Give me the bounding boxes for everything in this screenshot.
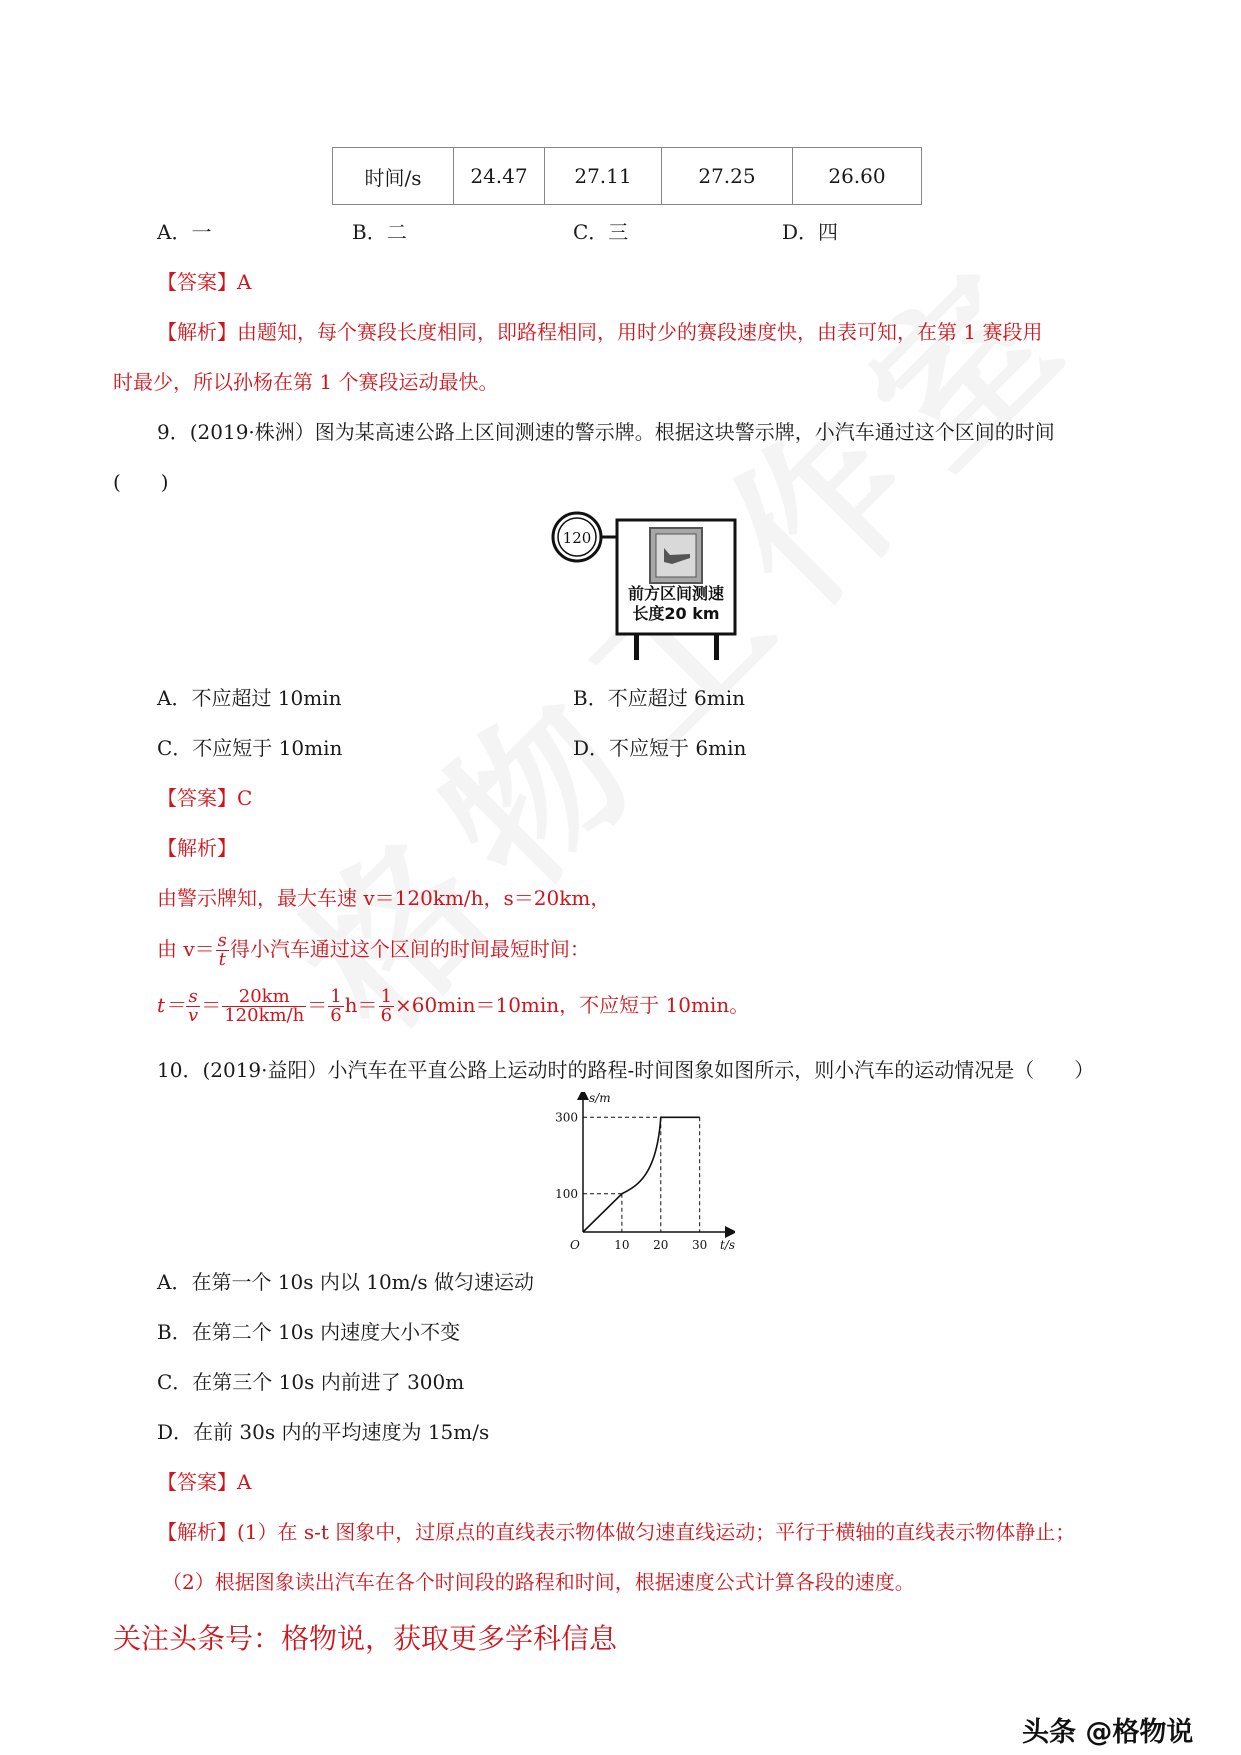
- q9-option-a: A．不应超过 10min: [157, 686, 342, 710]
- analysis-label: 【解析】: [157, 1520, 237, 1544]
- origin-label: O: [570, 1238, 580, 1252]
- analysis-label: 【解析】: [157, 320, 237, 344]
- fraction-s-over-t: $\frac{s}{t}$: [217, 930, 227, 970]
- q9-answer: 【答案】C: [157, 786, 253, 810]
- x-tick-label: 30: [692, 1238, 708, 1252]
- fraction-20km-over-120kmh: $\frac{20km}{120km/h}$: [224, 986, 305, 1026]
- table-cell: 27.25: [662, 148, 793, 205]
- q10-analysis-line2: （2）根据图象读出汽车在各个时间段的路程和时间，根据速度公式计算各段的速度。: [162, 1570, 915, 1594]
- table-header-cell: 时间/s: [333, 148, 454, 205]
- formula-tail: ×60min＝10min，不应短于 10min。: [395, 993, 750, 1017]
- x-tick-label: 10: [614, 1238, 630, 1252]
- q8-option-d: D．四: [782, 220, 839, 244]
- table-row: [333, 148, 922, 205]
- footer-promo: 关注头条号：格物说，获取更多学科信息: [113, 1622, 618, 1655]
- y-tick-label: 300: [555, 1110, 578, 1125]
- time-table: [332, 147, 922, 205]
- sign-text-1: 前方区间测速: [627, 584, 725, 603]
- q10-option-c: C．在第三个 10s 内前进了 300m: [157, 1370, 465, 1394]
- formula-text: 得小汽车通过这个区间的时间最短时间：: [229, 937, 590, 961]
- q9-analysis-line1: 由警示牌知，最大车速 v＝120km/h，s＝20km，: [157, 886, 611, 910]
- speed-limit-value: 120: [562, 529, 592, 547]
- formula-t: t＝: [157, 993, 186, 1017]
- formula-prefix: 由 v＝: [157, 937, 215, 961]
- q10-option-d: D．在前 30s 内的平均速度为 15m/s: [157, 1420, 490, 1444]
- sign-text-2: 长度20 km: [632, 604, 720, 623]
- y-tick-label: 100: [555, 1186, 578, 1201]
- q10-answer: 【答案】A: [157, 1470, 252, 1494]
- q9-option-d: D．不应短于 6min: [573, 736, 747, 760]
- analysis-text: 由题知，每个赛段长度相同，即路程相同，用时少的赛段速度快，由表可知，在第 1 赛段用: [237, 320, 1043, 344]
- q8-option-a: A．一: [157, 220, 212, 244]
- fraction-1-over-6-b: $\frac{1}{6}$: [380, 986, 393, 1026]
- fraction-1-over-6: $\frac{1}{6}$: [330, 986, 342, 1026]
- q8-analysis-line1: [157, 316, 1042, 345]
- speed-sign-figure: [550, 510, 740, 665]
- q8-option-c: C．三: [573, 220, 629, 244]
- fraction-s-over-v: $\frac{s}{v}$: [188, 986, 199, 1026]
- q9-option-c: C．不应短于 10min: [157, 736, 343, 760]
- q10-analysis-line1: [157, 1516, 1075, 1545]
- table-cell: 26.60: [793, 148, 922, 205]
- series-line: [583, 1117, 700, 1232]
- analysis-text: (1）在 s-t 图象中，过原点的直线表示物体做匀速直线运动；平行于横轴的直线表示物体静止；: [237, 1520, 1076, 1544]
- q9-analysis-line3: t＝ $\frac{s}{v}$ ＝ $\frac{20km}{120km/h}$ ＝ $\frac{1}{6}$ h＝ $\frac{1}{6}$ ×60min＝10min，不应短于 10min。: [157, 986, 750, 1026]
- q9-stem-line2: ( ): [113, 470, 169, 494]
- s-t-graph: [545, 1092, 735, 1257]
- table-cell: 27.11: [545, 148, 662, 205]
- sign-post-left: [634, 634, 639, 660]
- y-axis-label: s/m: [589, 1092, 611, 1105]
- sign-post-right: [714, 634, 719, 660]
- q9-analysis-line2: [157, 932, 590, 969]
- q10-option-b: B．在第二个 10s 内速度大小不变: [157, 1320, 461, 1344]
- q9-stem-line1: 9．(2019·株洲）图为某高速公路上区间测速的警示牌。根据这块警示牌，小汽车通过这个区间的时间: [157, 420, 1055, 444]
- toutiao-badge: 头条 @格物说: [1022, 1717, 1194, 1748]
- q9-option-b: B．不应超过 6min: [573, 686, 746, 710]
- q10-option-a: A．在第一个 10s 内以 10m/s 做匀速运动: [157, 1270, 535, 1294]
- q9-analysis-label: 【解析】: [157, 836, 237, 860]
- q8-option-b: B．二: [352, 220, 407, 244]
- x-axis-label: t/s: [720, 1238, 735, 1252]
- x-tick-label: 20: [653, 1238, 669, 1252]
- q8-answer: 【答案】A: [157, 270, 252, 294]
- q8-analysis-line2: 时最少，所以孙杨在第 1 个赛段运动最快。: [113, 370, 499, 394]
- q10-stem: 10．(2019·益阳）小汽车在平直公路上运动时的路程-时间图象如图所示，则小汽车的运动情况是（ ）: [157, 1058, 1095, 1082]
- table-cell: 24.47: [454, 148, 545, 205]
